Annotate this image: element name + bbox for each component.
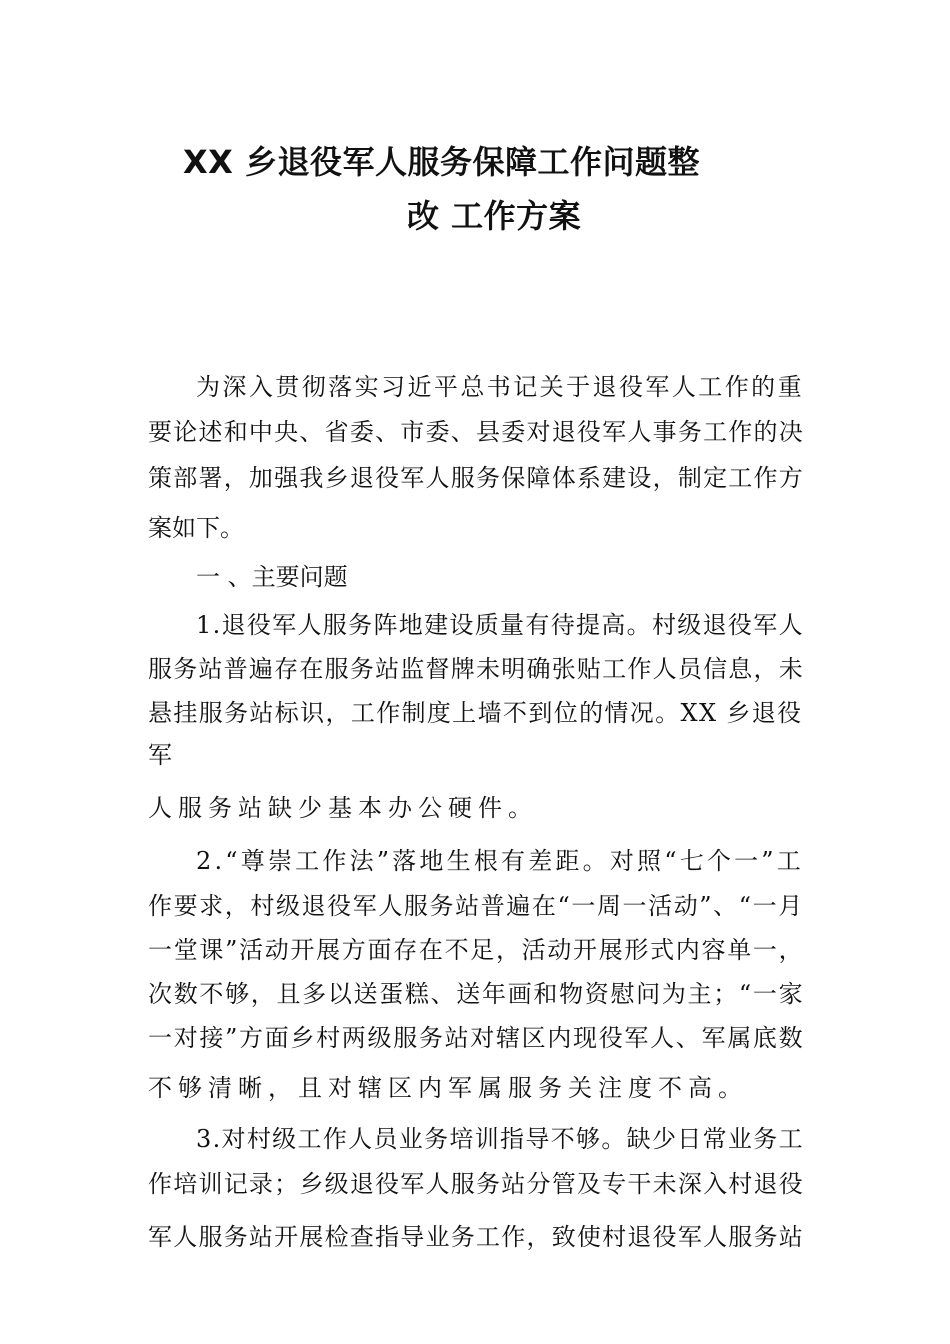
- body-text-line: 策部署，加强我乡退役军人服务保障体系建设，制定工作方: [148, 464, 804, 492]
- body-text-line: 军人服务站开展检查指导业务工作，致使村退役军人服务站: [148, 1223, 804, 1251]
- section-heading: 一 、主要问题: [196, 563, 348, 591]
- body-text-line: 军: [148, 741, 172, 769]
- body-text-line: 一对接”方面乡村两级服务站对辖区内现役军人、军属底数: [148, 1024, 805, 1052]
- body-text-line: 不够清晰，且对辖区内军属服务关注度不高。: [148, 1074, 748, 1102]
- body-text-line: 要论述和中央、省委、市委、县委对退役军人事务工作的决: [148, 418, 804, 446]
- body-text-line: 服务站普遍存在服务站监督牌未明确张贴工作人员信息，未: [148, 655, 804, 683]
- body-text-line: 2.“尊崇工作法”落地生根有差距。对照“七个一”工: [196, 847, 804, 875]
- body-text-line: 次数不够，且多以送蛋糕、送年画和物资慰问为主；“一家: [148, 980, 805, 1008]
- body-text-line: 悬挂服务站标识，工作制度上墙不到位的情况。XX 乡退役: [148, 699, 803, 727]
- body-text-line: 案如下。: [148, 514, 244, 542]
- body-text-line: 1.退役军人服务阵地建设质量有待提高。村级退役军人: [196, 611, 804, 639]
- body-text-line: 作培训记录；乡级退役军人服务站分管及专干未深入村退役: [148, 1170, 804, 1198]
- document-title-line-1: XX 乡退役军人服务保障工作问题整: [183, 143, 700, 181]
- body-text-line: 为深入贯彻落实习近平总书记关于退役军人工作的重: [196, 373, 804, 401]
- document-title-line-2: 改 工作方案: [407, 197, 582, 235]
- body-text-line: 作要求，村级退役军人服务站普遍在“一周一活动”、“一月: [148, 892, 804, 920]
- body-text-line: 3.对村级工作人员业务培训指导不够。缺少日常业务工: [196, 1125, 804, 1153]
- body-text-line: 一堂课”活动开展方面存在不足，活动开展形式内容单一，: [148, 936, 805, 964]
- body-text-line: 人服务站缺少基本办公硬件。: [148, 794, 538, 822]
